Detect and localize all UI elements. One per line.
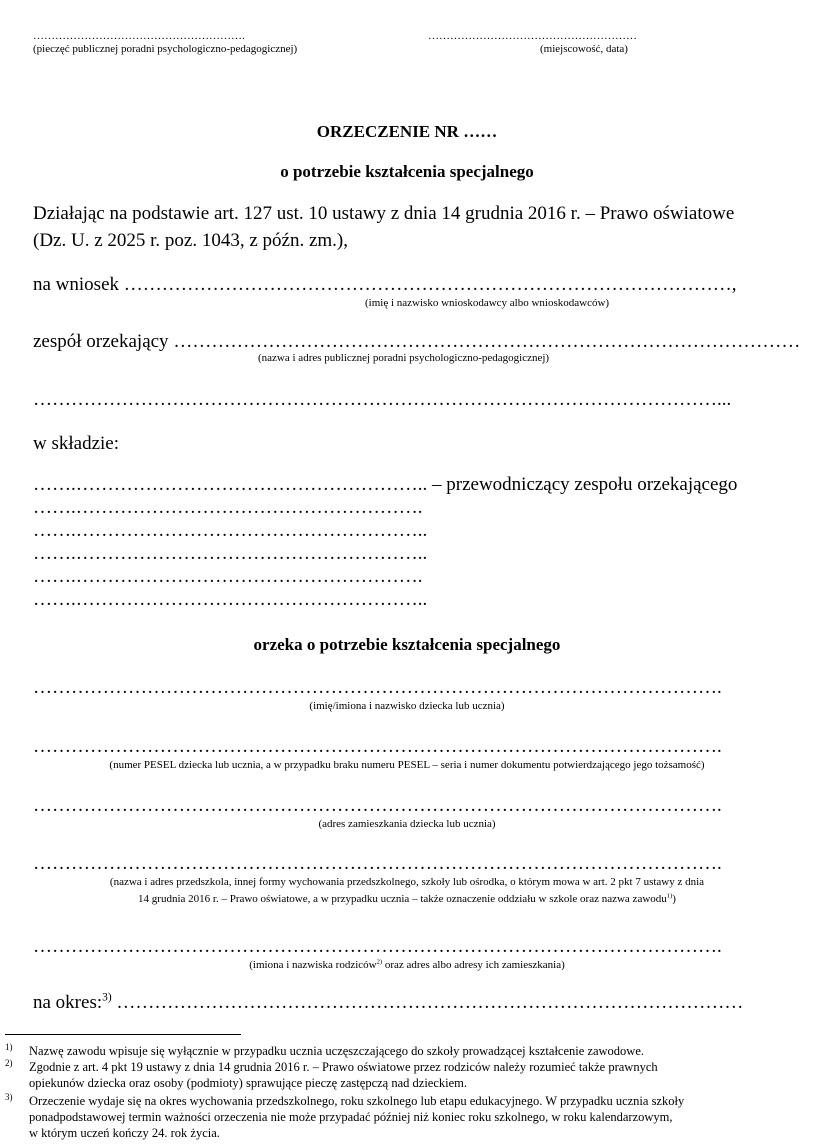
member-line-1: …….………………………………………………. [33, 497, 423, 518]
team-caption: (nazwa i adres publicznej poradni psychologiczno-pedagogicznej) [258, 352, 550, 364]
parents-caption-text-b: oraz adres albo adresy ich zamieszkania) [382, 959, 565, 971]
member-line-3: …….……………………………………………….. [33, 543, 428, 564]
document-subtitle: o potrzebie kształcenia specjalnego [280, 162, 534, 181]
request-label: na wniosek [33, 274, 124, 295]
stamp-caption: (pieczęć publicznej poradni psychologiczno-pedagogicznej) [33, 43, 298, 55]
footnote-1-number: 1) [5, 1042, 13, 1052]
footnote-ref-3: 3) [102, 991, 112, 1004]
footnote-ref-1: 1) [666, 892, 673, 900]
request-caption: (imię i nazwisko wnioskodawcy albo wnioskodawców) [365, 297, 610, 309]
team-dots: ……………………………………………………………………………………… [173, 331, 801, 352]
stamp-dots: …………………………………………………. [33, 30, 245, 42]
chair-label: – przewodniczący zespołu orzekającego [427, 474, 738, 495]
period-dots: ……………………………………………………………………………………… [111, 992, 744, 1013]
footnote-1-line-1: Nazwę zawodu wpisuje się wyłącznie w przypadku ucznia uczęszczającego do szkoły prowadzącej kształcenie zawodowe. [29, 1044, 644, 1058]
team-line2-dots: ………………………………………………………………………………………………... [33, 389, 732, 410]
child-name-dots: ………………………………………………………………………………………………. [33, 677, 722, 698]
pesel-dots: ………………………………………………………………………………………………. [33, 736, 722, 757]
parents-dots: ………………………………………………………………………………………………. [33, 936, 722, 957]
composition-label: w składzie: [33, 433, 120, 454]
address-dots: ………………………………………………………………………………………………. [33, 795, 722, 816]
parents-caption [0, 959, 814, 971]
footnote-2-line-1: Zgodnie z art. 4 pkt 19 ustawy z dnia 14 grudnia 2016 r. – Prawo oświatowe przez rodziców należy rozumieć także prawnych [29, 1060, 658, 1074]
school-dots: ………………………………………………………………………………………………. [33, 853, 722, 874]
school-caption-end: ) [672, 893, 676, 905]
request-dots: ……………………………………………………………………………………, [123, 274, 737, 295]
chair-line [33, 474, 737, 496]
school-caption-text: 14 grudnia 2016 r. – Prawo oświatowe, a w przypadku ucznia – także oznaczenie oddziału w szkole oraz nazwa zawodu [138, 893, 667, 905]
document-title: ORZECZENIE NR …… [316, 122, 498, 141]
footnote-3-line-3: w którym uczeń kończy 24. rok życia. [29, 1126, 220, 1140]
school-caption-line1: (nazwa i adres przedszkola, innej formy wychowania przedszkolnego, szkoły lub ośrodka, o którym mowa w art. 2 pkt 7 ustawy z dnia [109, 876, 705, 888]
pesel-caption: (numer PESEL dziecka lub ucznia, a w przypadku braku numeru PESEL – seria i numer dokumentu potwierdzającego jego tożsamość) [109, 759, 705, 771]
footnote-ref-2: 2) [376, 958, 383, 966]
school-caption-line2 [0, 893, 814, 905]
footnote-3-line-1: Orzeczenie wydaje się na okres wychowania przedszkolnego, roku szkolnego lub etapu edukacyjnego. W przypadku ucznia szkoły [29, 1094, 685, 1108]
legal-basis-line2: (Dz. U. z 2025 r. poz. 1043, z późn. zm.), [33, 230, 349, 251]
period-line [33, 992, 743, 1014]
place-dots: ………………………………………………… [428, 30, 637, 42]
ruling-heading: orzeka o potrzebie kształcenia specjalnego [253, 635, 561, 654]
team-line [33, 331, 800, 353]
legal-basis-line1: Działając na podstawie art. 127 ust. 10 ustawy z dnia 14 grudnia 2016 r. – Prawo oświatowe [33, 203, 735, 224]
member-line-5: …….……………………………………………….. [33, 589, 428, 610]
child-name-caption: (imię/imiona i nazwisko dziecka lub ucznia) [309, 700, 505, 712]
team-label: zespół orzekający [33, 331, 174, 352]
place-date-caption: (miejscowość, data) [540, 43, 628, 55]
period-label: na okres: [33, 992, 103, 1013]
member-line-4: …….………………………………………………. [33, 566, 423, 587]
parents-caption-text-a: (imiona i nazwiska rodziców [249, 959, 377, 971]
member-line-2: …….……………………………………………….. [33, 520, 428, 541]
footnote-2-number: 2) [5, 1058, 13, 1068]
footnote-2-line-2: opiekunów dziecka oraz osoby (podmioty) sprawujące pieczę zastępczą nad dzieckiem. [29, 1076, 468, 1090]
footnote-3-number: 3) [5, 1092, 13, 1102]
footnote-separator [5, 1034, 241, 1035]
chair-dots: …….……………………………………………….. [33, 474, 428, 495]
footnote-3-line-2: ponadpodstawowej termin ważności orzeczenia nie może przypadać później niż koniec roku szkolnego, w roku kalendarzowym, [29, 1110, 673, 1124]
address-caption: (adres zamieszkania dziecka lub ucznia) [318, 818, 496, 830]
request-line [33, 274, 737, 296]
